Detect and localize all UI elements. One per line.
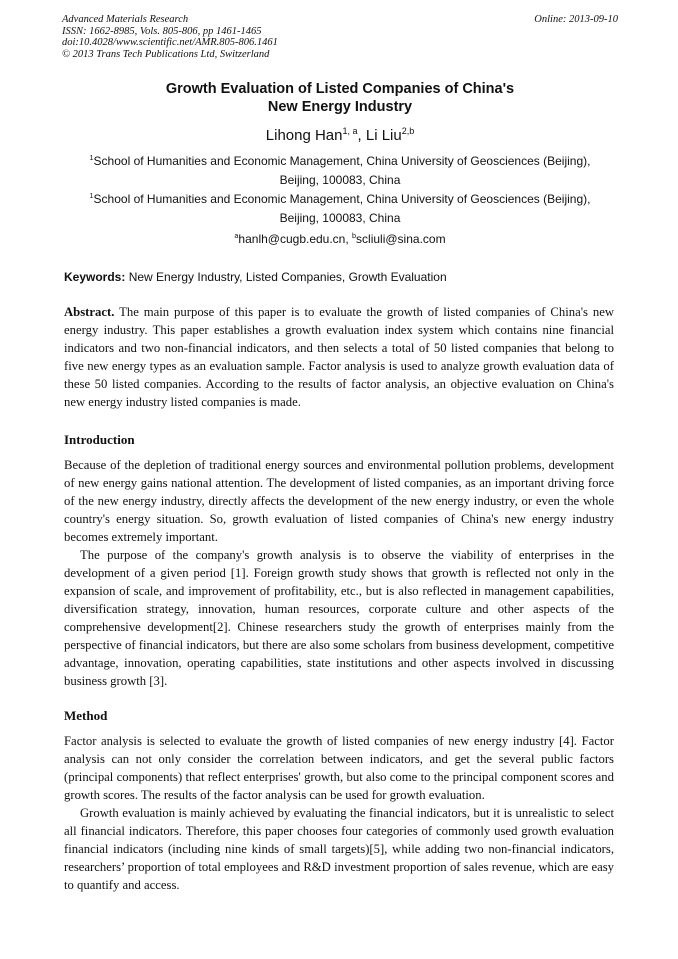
keywords-label: Keywords: [64, 270, 126, 284]
email-link[interactable]: hanlh@cugb.edu.cn, [238, 232, 353, 246]
doi-line: doi:10.4028/www.scientific.net/AMR.805-806.1461 [62, 37, 278, 48]
abstract-label: Abstract. [64, 305, 115, 319]
author-name: Lihong Han [265, 127, 343, 144]
section-heading-method: Method [64, 708, 108, 723]
email-mark: b [352, 231, 357, 240]
paragraph: Because of the depletion of traditional energy sources and environmental pollution problems, development of new energy gains national attention. The development of listed companies, as an important driving force of the new energy industry, directly affects the development of the new energy industry, or even the whole country's energy situation. So, growth evaluation of listed companies of China's new energy industry becomes extremely important. [64, 458, 614, 544]
author-affiliation-mark: 1, a [342, 126, 358, 136]
abstract-text: The main purpose of this paper is to evaluate the growth of listed companies of China's new energy industry. This paper establishes a growth evaluation index system which contains nine financial indicators and two non-financial indicators, and then selects a total of 50 listed companies that belong to five new energy types as an evaluation sample. Factor analysis is used to analyze growth evaluation data of these 50 listed companies. According to the results of factor analysis, an objective evaluation on China's new energy industry listed companies is made. [64, 305, 614, 409]
affiliation [62, 190, 618, 228]
keywords-text: New Energy Industry, Listed Companies, Growth Evaluation [125, 270, 447, 284]
author-emails [62, 231, 618, 248]
abstract [64, 303, 614, 411]
author-affiliation-mark: 2,b [401, 126, 415, 136]
title-line-2: New Energy Industry [267, 99, 413, 115]
paper-title [62, 80, 618, 116]
paragraph: The purpose of the company's growth analysis is to observe the viability of enterprises in the development of a given period [1]. Foreign growth study shows that growth is reflected not only in the expansion of scale, and improvement of profitability, etc., but is also reflected in management capabilities, diversification strategy, innovation, human resources, corporate culture and other aspects of the comprehensive development[2]. Chinese researchers study the growth of enterprises mainly from the perspective of financial indicators, but there are also some scholars from business development, competitive advantage, innovation, operating capabilities, state institutions and other aspects involved in discussing business growth [3]. [64, 548, 614, 688]
copyright-line: © 2013 Trans Tech Publications Ltd, Switzerland [62, 48, 270, 60]
author-separator: , [357, 127, 366, 144]
affiliation-mark: 1 [89, 153, 94, 162]
affiliation-line: Beijing, 100083, China [279, 173, 401, 187]
journal-name: Advanced Materials Research [62, 14, 189, 25]
email-mark: a [234, 231, 239, 240]
affiliation-mark: 1 [89, 191, 94, 200]
author-list [62, 126, 618, 145]
journal-header [62, 14, 618, 60]
affiliation-line: Beijing, 100083, China [279, 211, 401, 225]
method-body [64, 732, 614, 894]
keywords [64, 269, 616, 286]
paragraph: Factor analysis is selected to evaluate the growth of listed companies of new energy industry [4]. Factor analysis can not only consider the correlation between indicators, and get the several public factors (principal components) that reflect enterprises' growth, but also come to the principal component scores and growth scores. The results of the factor analysis can be used for growth evaluation. [64, 734, 614, 802]
affiliation-line: School of Humanities and Economic Management, China University of Geosciences (Beijing), [93, 192, 591, 206]
section-heading-introduction: Introduction [64, 432, 135, 447]
online-date: Online: 2013-09-10 [534, 14, 618, 25]
title-line-1: Growth Evaluation of Listed Companies of China's [165, 81, 515, 97]
paragraph: Growth evaluation is mainly achieved by evaluating the financial indicators, but it is unrealistic to select all financial indicators. Therefore, this paper chooses four categories of commonly used growth evaluation financial indicators (including nine kinds of small targets)[5], while adding two non-financial indicators, researchers’ proportion of total employees and R&D investment proportion of sales revenue, which are easy to quantify and access. [64, 806, 614, 892]
introduction-body [64, 456, 614, 690]
affiliation [62, 152, 618, 190]
email-link[interactable]: scliuli@sina.com [356, 232, 446, 246]
author-name: Li Liu [365, 127, 402, 144]
affiliation-line: School of Humanities and Economic Management, China University of Geosciences (Beijing), [93, 154, 591, 168]
issn-line: ISSN: 1662-8985, Vols. 805-806, pp 1461-1465 [62, 25, 262, 37]
